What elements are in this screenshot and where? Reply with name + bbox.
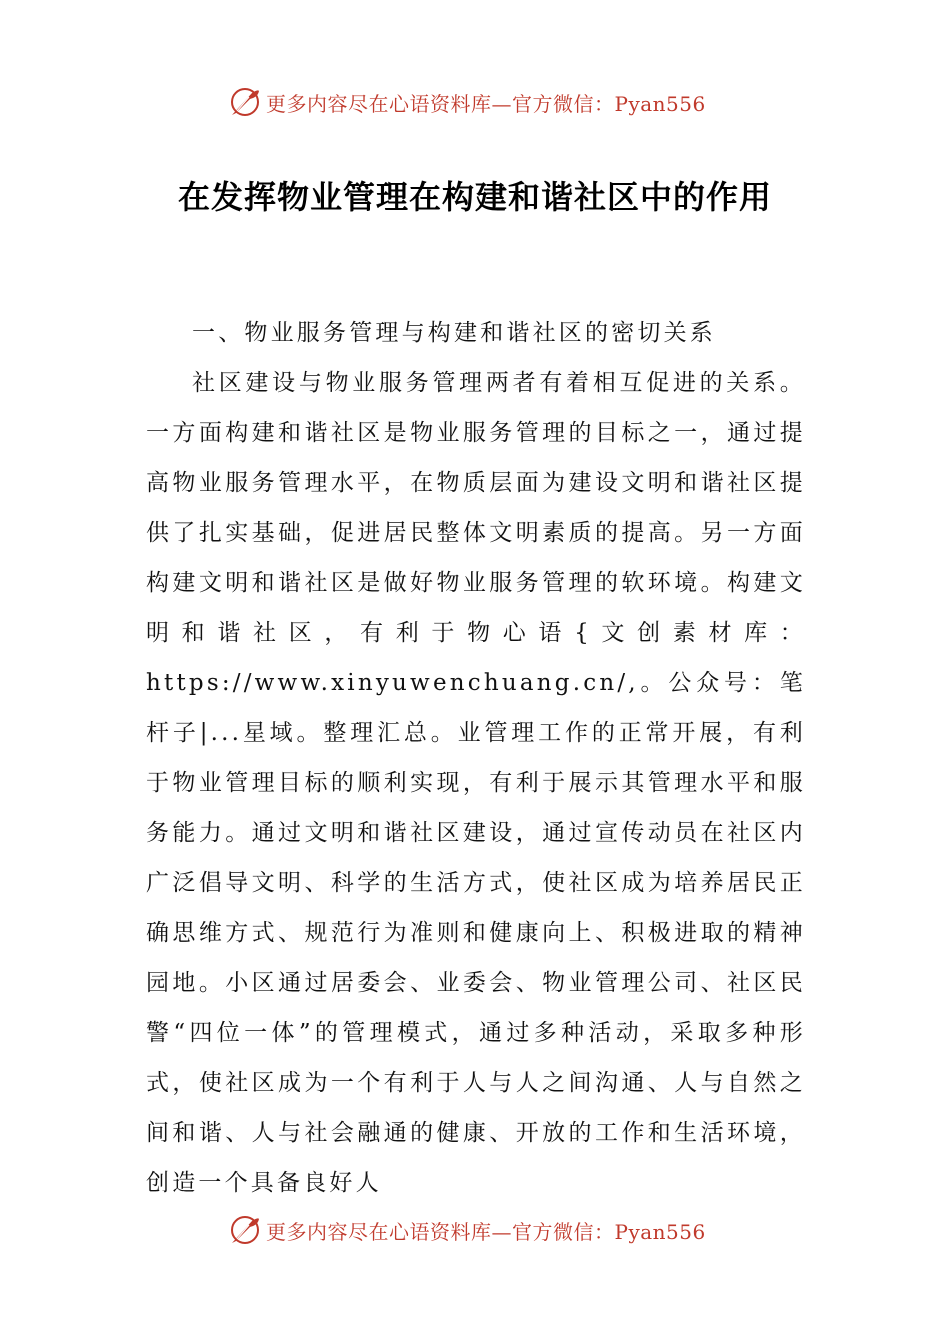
footer-watermark-banner xyxy=(228,1210,728,1250)
body-paragraph: 社区建设与物业服务管理两者有着相互促进的关系。一方面构建和谐社区是物业服务管理的目标之一，通过提高物业服务管理水平，在物质层面为建设文明和谐社区提供了扎实基础，促进居民整体文明素质的提高。另一方面构建文明和谐社区是做好物业服务管理的软环境。构建文明和谐社区，有利于物心语{文创素材库：https://www.xinyuwenchuang.cn/,。公众号：笔杆子|...星域。整理汇总。业管理工作的正常开展，有利于物业管理目标的顺利实现，有利于展示其管理水平和服务能力。通过文明和谐社区建设，通过宣传动员在社区内广泛倡导文明、科学的生活方式，使社区成为培养居民正确思维方式、规范行为准则和健康向上、积极进取的精神园地。小区通过居委会、业委会、物业管理公司、社区民警“四位一体”的管理模式，通过多种活动，采取多种形式，使社区成为一个有利于人与人之间沟通、人与自然之间和谐、人与社会融通的健康、开放的工作和生活环境，创造一个具备良好人 xyxy=(146,370,806,1196)
feather-pen-logo-icon xyxy=(228,1213,262,1247)
banner-text: 更多内容尽在心语资料库—官方微信：Pyan556 xyxy=(266,91,706,116)
document-body xyxy=(146,308,806,1208)
feather-pen-logo-icon xyxy=(228,85,262,119)
document-title: 在发挥物业管理在构建和谐社区中的作用 xyxy=(177,178,772,216)
section-heading: 一、物业服务管理与构建和谐社区的密切关系 xyxy=(192,320,716,346)
header-watermark-banner xyxy=(228,82,728,122)
banner-text: 更多内容尽在心语资料库—官方微信：Pyan556 xyxy=(266,1219,706,1244)
